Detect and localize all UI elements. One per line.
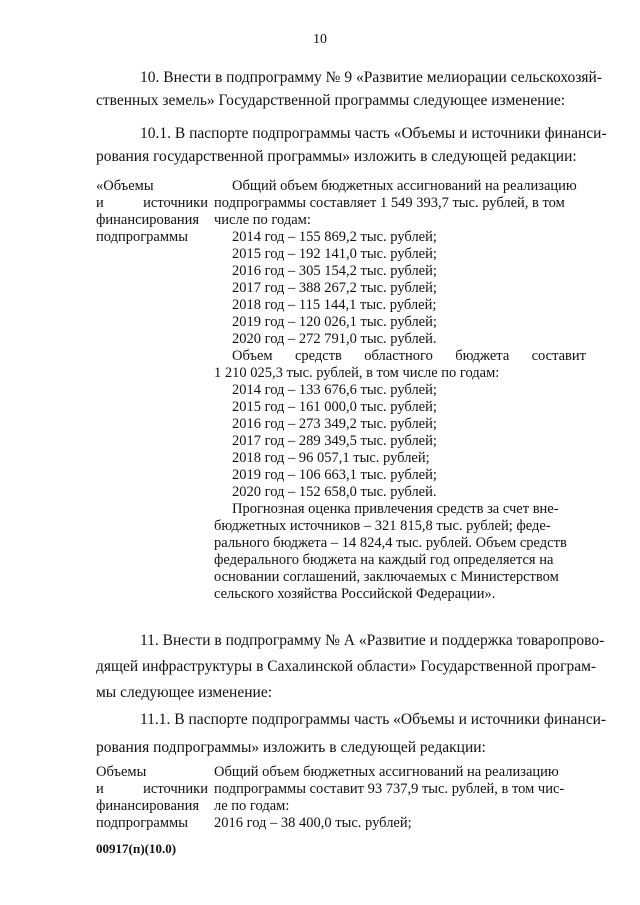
forecast-line: Прогнозная оценка привлечения средств за счет вне- [232, 501, 559, 517]
content-line: Общий объем бюджетных ассигнований на реализацию [232, 178, 577, 194]
year-total-line: 2020 год – 272 791,0 тыс. рублей. [232, 331, 437, 347]
section-11-heading [96, 628, 605, 706]
label-word: источники [143, 781, 208, 797]
label-line: «Объемы [96, 178, 154, 194]
label-word: и [96, 781, 104, 797]
heading-line: 11. Внести в подпрограмму № А «Развитие и поддержка товаропрово- [140, 632, 605, 649]
forecast-line: сельского хозяйства Российской Федерации». [214, 586, 496, 602]
content-line: числе по годам: [214, 212, 311, 228]
regional-budget-line [214, 348, 586, 365]
section-10-content-column [214, 178, 586, 603]
year-total-line: 2014 год – 155 869,2 тыс. рублей; [232, 229, 437, 245]
label-line [96, 195, 208, 212]
section-11-content-column [214, 764, 586, 832]
heading-line: дящей инфраструктуры в Сахалинской области» Государственной програм- [96, 658, 597, 675]
section-11-1-text [96, 706, 607, 762]
label-line: финансирования [96, 798, 200, 814]
label-line: подпрограммы [96, 229, 188, 245]
year-regional-line: 2018 год – 96 057,1 тыс. рублей; [232, 450, 430, 466]
year-total-line: 2016 год – 305 154,2 тыс. рублей; [232, 263, 437, 279]
label-line [96, 781, 208, 798]
paragraph-line: 10.1. В паспорте подпрограммы часть «Объемы и источники финанси- [140, 125, 607, 142]
regional-word: составит [531, 348, 586, 364]
regional-word: Объем [232, 348, 273, 364]
label-line: подпрограммы [96, 815, 188, 831]
year-total-line: 2019 год – 120 026,1 тыс. рублей; [232, 314, 437, 330]
regional-word: бюджета [455, 348, 510, 364]
forecast-line: рального бюджета – 14 824,4 тыс. рублей. Объем средств [214, 535, 567, 551]
paragraph-line: рования государственной программы» изложить в следующей редакции: [96, 148, 577, 165]
section-10-label-column [96, 178, 208, 246]
heading-line: мы следующее изменение: [96, 684, 273, 701]
page-number: 10 [313, 32, 327, 47]
label-line: Объемы [96, 764, 147, 780]
paragraph-line: рования подпрограммы» изложить в следующей редакции: [96, 739, 486, 756]
year-total-line: 2015 год – 192 141,0 тыс. рублей; [232, 246, 437, 262]
year-regional-line: 2014 год – 133 676,6 тыс. рублей; [232, 382, 437, 398]
document-code: 00917(п)(10.0) [96, 841, 177, 856]
content-line: ле по годам: [214, 798, 290, 814]
year-regional-line: 2016 год – 273 349,2 тыс. рублей; [232, 416, 437, 432]
regional-word: средств [294, 348, 342, 364]
label-word: источники [143, 195, 208, 211]
label-line: финансирования [96, 212, 200, 228]
year-regional-line: 2015 год – 161 000,0 тыс. рублей; [232, 399, 437, 415]
content-line: подпрограммы составляет 1 549 393,7 тыс. рублей, в том [214, 195, 565, 211]
content-line: 2016 год – 38 400,0 тыс. рублей; [214, 815, 412, 831]
section-10-heading [96, 66, 602, 112]
forecast-line: федерального бюджета на каждый год определяется на [214, 552, 554, 568]
content-line: Общий объем бюджетных ассигнований на реализацию [214, 764, 559, 780]
regional-budget-line: 1 210 025,3 тыс. рублей, в том числе по годам: [214, 365, 500, 381]
year-regional-line: 2020 год – 152 658,0 тыс. рублей. [232, 484, 437, 500]
heading-line: ственных земель» Государственной программы следующее изменение: [96, 92, 566, 109]
section-10-1-text [96, 122, 607, 168]
year-regional-line: 2017 год – 289 349,5 тыс. рублей; [232, 433, 437, 449]
year-total-line: 2017 год – 388 267,2 тыс. рублей; [232, 280, 437, 296]
content-line: подпрограммы составит 93 737,9 тыс. рублей, в том чис- [214, 781, 565, 797]
label-word: и [96, 195, 104, 211]
heading-line: 10. Внести в подпрограмму № 9 «Развитие мелиорации сельскохозяй- [140, 69, 602, 86]
regional-word: областного [364, 348, 433, 364]
forecast-line: бюджетных источников – 321 815,8 тыс. рублей; феде- [214, 518, 551, 534]
year-regional-line: 2019 год – 106 663,1 тыс. рублей; [232, 467, 437, 483]
paragraph-line: 11.1. В паспорте подпрограммы часть «Объемы и источники финанси- [140, 711, 607, 728]
year-total-line: 2018 год – 115 144,1 тыс. рублей; [232, 297, 437, 313]
forecast-line: основании соглашений, заключаемых с Министерством [214, 569, 559, 585]
section-11-label-column [96, 764, 208, 832]
